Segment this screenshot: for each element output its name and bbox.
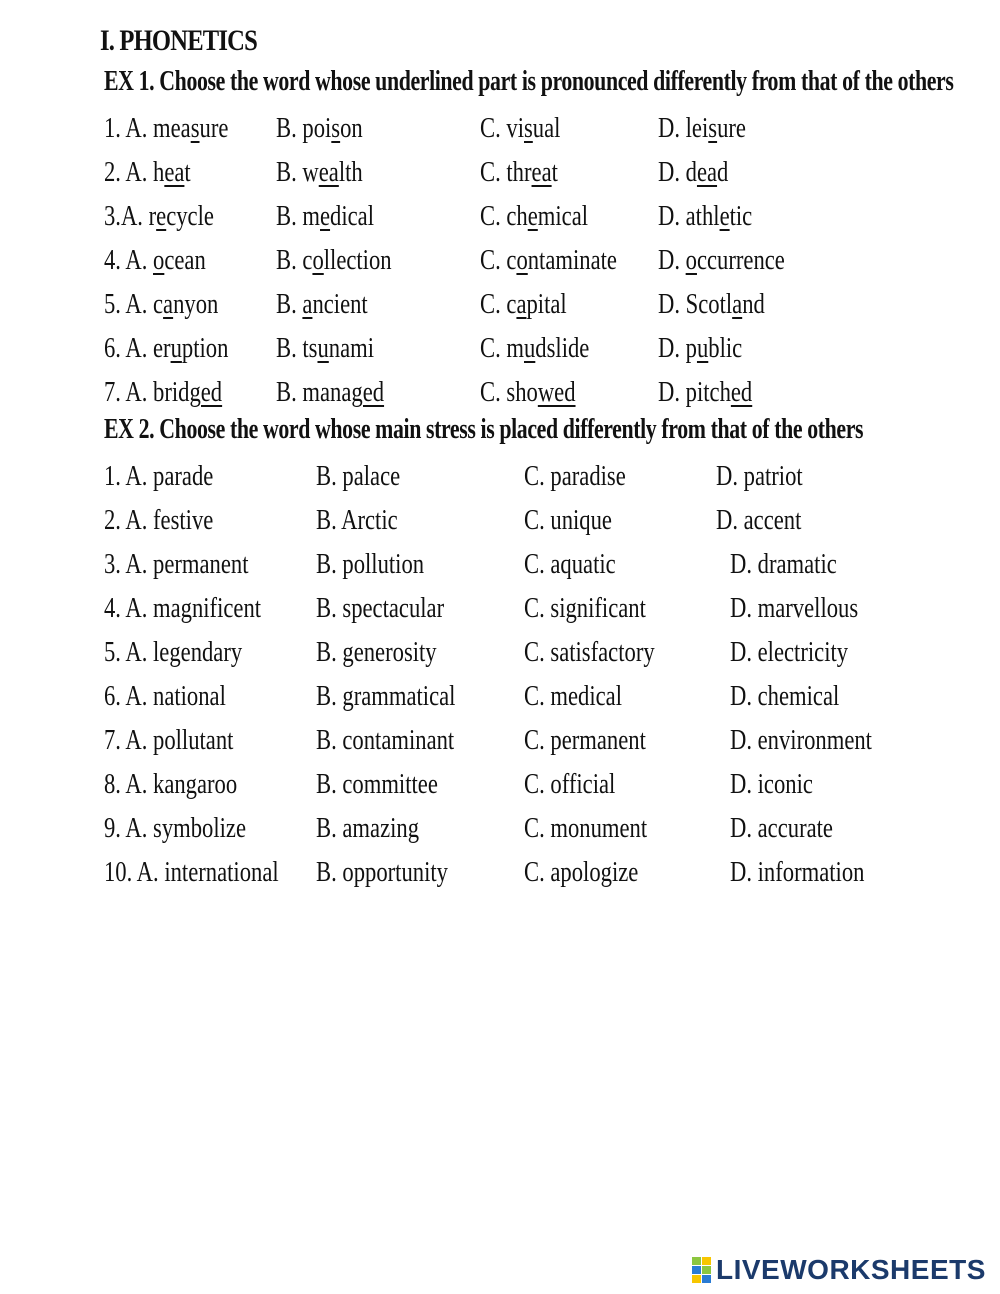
ex1-option: [480, 376, 576, 409]
ex2-option: 5. A. legendary: [104, 636, 243, 668]
ex1-option: [104, 112, 228, 145]
option-text: 2. A. h: [104, 156, 165, 188]
option-text: 6. A. er: [104, 332, 171, 364]
ex1-option: [276, 112, 363, 145]
ex2-row-1: [0, 460, 1000, 500]
option-text: t: [551, 156, 558, 188]
underlined-part: e: [319, 200, 331, 232]
ex2-option: C. paradise: [524, 460, 626, 492]
ex2-option: 1. A. parade: [104, 460, 214, 492]
option-text: ntaminate: [527, 244, 617, 276]
underlined-part: s: [331, 112, 341, 144]
ex1-option: [104, 244, 206, 277]
option-text: D. d: [658, 156, 697, 188]
underlined-part: e: [156, 200, 167, 232]
option-text: ncient: [312, 288, 368, 320]
liveworksheets-logo: [692, 1252, 986, 1288]
ex1-option: [276, 200, 374, 233]
ex1-option: [276, 244, 392, 277]
ex1-option: [104, 288, 218, 321]
ex2-option: 6. A. national: [104, 680, 226, 712]
ex2-row-3: [0, 548, 1000, 588]
option-text: mical: [537, 200, 589, 232]
underlined-part: o: [312, 244, 324, 276]
option-text: 3.A. r: [104, 200, 157, 232]
option-text: pital: [526, 288, 567, 320]
option-text: tic: [729, 200, 753, 232]
underlined-part: o: [685, 244, 697, 276]
underlined-part: u: [170, 332, 182, 364]
option-text: nd: [742, 288, 765, 320]
ex1-row-7: [0, 376, 1000, 416]
ex2-row-4: [0, 592, 1000, 632]
underlined-part: a: [302, 288, 313, 320]
underlined-part: s: [708, 112, 718, 144]
option-text: B. mana: [276, 376, 352, 408]
ex1-option: [276, 156, 363, 189]
option-text: C. ch: [480, 200, 528, 232]
ex2-option: B. amazing: [316, 812, 420, 844]
option-text: lth: [338, 156, 363, 188]
section-title: I. PHONETICS: [100, 24, 257, 57]
ex1-option: [658, 200, 752, 233]
underlined-part: s: [190, 112, 200, 144]
ex2-option: B. contaminant: [316, 724, 455, 756]
ex2-option: C. monument: [524, 812, 648, 844]
option-text: dical: [330, 200, 374, 232]
ex2-option: C. permanent: [524, 724, 646, 756]
option-text: nyon: [173, 288, 219, 320]
ex2-option: B. pollution: [316, 548, 425, 580]
ex1-option: [104, 156, 191, 189]
ex2-option: D. marvellous: [730, 592, 859, 624]
ex1-row-6: [0, 332, 1000, 372]
ex2-row-6: [0, 680, 1000, 720]
option-text: llection: [323, 244, 392, 276]
ex1-option: [104, 200, 214, 233]
underlined-part: o: [153, 244, 165, 276]
ex2-option: C. apologize: [524, 856, 639, 888]
option-text: nami: [328, 332, 375, 364]
ex2-option: 7. A. pollutant: [104, 724, 234, 756]
logo-text: LIVEWORKSHEETS: [716, 1254, 986, 1285]
underlined-part: ed: [730, 376, 753, 408]
ex2-option: C. official: [524, 768, 616, 800]
ex1-option: [480, 200, 588, 233]
ex2-option: B. opportunity: [316, 856, 448, 888]
underlined-part: ea: [164, 156, 185, 188]
option-text: C. m: [480, 332, 524, 364]
ex2-option: C. significant: [524, 592, 646, 624]
ex2-row-5: [0, 636, 1000, 676]
ex2-option: B. palace: [316, 460, 401, 492]
ex2-option: C. aquatic: [524, 548, 616, 580]
ex1-row-4: [0, 244, 1000, 284]
ex2-option: 2. A. festive: [104, 504, 214, 536]
option-text: B. ts: [276, 332, 318, 364]
ex1-option: [658, 156, 728, 189]
underlined-part: ea: [531, 156, 552, 188]
ex2-option: D. information: [730, 856, 865, 888]
underlined-part: u: [523, 332, 536, 364]
ex1-option: [276, 288, 368, 321]
ex2-option: 8. A. kangaroo: [104, 768, 238, 800]
ex1-row-3: [0, 200, 1000, 240]
ex2-option: D. chemical: [730, 680, 840, 712]
underlined-part: ged: [189, 376, 223, 408]
ex2-option: 9. A. symbolize: [104, 812, 246, 844]
ex2-option: D. patriot: [716, 460, 803, 492]
option-text: D. athl: [658, 200, 720, 232]
option-text: d: [717, 156, 729, 188]
underlined-part: a: [163, 288, 174, 320]
ex1-title: EX 1. Choose the word whose underlined part is pronounced differently from that of the others: [104, 66, 954, 97]
ex2-option: D. iconic: [730, 768, 813, 800]
ex2-option: 3. A. permanent: [104, 548, 249, 580]
ex1-option: [104, 376, 222, 409]
underlined-part: e: [719, 200, 730, 232]
ex2-option: C. unique: [524, 504, 612, 536]
underlined-part: a: [732, 288, 743, 320]
option-text: C. sho: [480, 376, 538, 408]
option-text: D. pitch: [658, 376, 731, 408]
ex1-option: [104, 332, 228, 365]
ex1-option: [480, 244, 617, 277]
ex2-option: B. spectacular: [316, 592, 445, 624]
underlined-part: s: [523, 112, 533, 144]
ex2-option: D. accent: [716, 504, 802, 536]
ex1-option: [480, 288, 567, 321]
option-text: D. Scotl: [658, 288, 733, 320]
ex2-row-2: [0, 504, 1000, 544]
option-text: C. c: [480, 288, 517, 320]
ex1-option: [276, 376, 384, 409]
option-text: C. c: [480, 244, 517, 276]
underlined-part: wed: [537, 376, 576, 408]
ex2-option: D. dramatic: [730, 548, 837, 580]
option-text: cean: [164, 244, 206, 276]
option-text: t: [184, 156, 191, 188]
logo-mark-icon: [692, 1257, 712, 1283]
underlined-part: u: [696, 332, 709, 364]
option-text: B.: [276, 288, 303, 320]
ex1-option: [658, 332, 742, 365]
underlined-part: u: [317, 332, 329, 364]
ex1-option: [480, 156, 558, 189]
ex1-option: [658, 288, 765, 321]
option-text: 7. A. brid: [104, 376, 190, 408]
ex1-option: [658, 376, 752, 409]
option-text: ual: [532, 112, 561, 144]
option-text: D.: [658, 244, 686, 276]
option-text: D. p: [658, 332, 697, 364]
option-text: C. thr: [480, 156, 532, 188]
underlined-part: ea: [318, 156, 339, 188]
option-text: C. vi: [480, 112, 524, 144]
ex2-option: B. Arctic: [316, 504, 398, 536]
ex2-title: EX 2. Choose the word whose main stress is placed differently from that of the others: [104, 414, 864, 445]
option-text: on: [340, 112, 363, 144]
ex2-option: D. electricity: [730, 636, 849, 668]
ex2-row-8: [0, 768, 1000, 808]
option-text: ure: [199, 112, 229, 144]
ex2-row-7: [0, 724, 1000, 764]
option-text: 1. A. mea: [104, 112, 191, 144]
option-text: B. poi: [276, 112, 332, 144]
ex2-option: B. grammatical: [316, 680, 456, 712]
option-text: B. w: [276, 156, 319, 188]
option-text: 4. A.: [104, 244, 154, 276]
underlined-part: a: [516, 288, 527, 320]
ex1-option: [480, 112, 560, 145]
ex1-row-5: [0, 288, 1000, 328]
ex2-option: 4. A. magnificent: [104, 592, 262, 624]
ex2-option: B. committee: [316, 768, 438, 800]
option-text: ccurrence: [696, 244, 785, 276]
ex1-row-2: [0, 156, 1000, 196]
option-text: ption: [181, 332, 229, 364]
ex2-option: 10. A. international: [104, 856, 279, 888]
ex1-option: [276, 332, 374, 365]
underlined-part: o: [516, 244, 528, 276]
option-text: blic: [708, 332, 743, 364]
ex2-option: C. satisfactory: [524, 636, 655, 668]
ex1-option: [658, 112, 746, 145]
option-text: ure: [717, 112, 746, 144]
option-text: D. lei: [658, 112, 709, 144]
ex2-row-10: [0, 856, 1000, 896]
ex1-option: [658, 244, 785, 277]
underlined-part: e: [527, 200, 538, 232]
underlined-part: ea: [696, 156, 718, 188]
option-text: B. m: [276, 200, 320, 232]
ex2-option: B. generosity: [316, 636, 437, 668]
option-text: B. c: [276, 244, 313, 276]
option-text: cycle: [166, 200, 214, 232]
ex2-option: C. medical: [524, 680, 622, 712]
ex2-row-9: [0, 812, 1000, 852]
option-text: dslide: [535, 332, 590, 364]
ex2-option: D. environment: [730, 724, 872, 756]
ex1-row-1: [0, 112, 1000, 152]
underlined-part: ged: [351, 376, 385, 408]
ex2-option: D. accurate: [730, 812, 833, 844]
option-text: 5. A. c: [104, 288, 164, 320]
ex1-option: [480, 332, 589, 365]
